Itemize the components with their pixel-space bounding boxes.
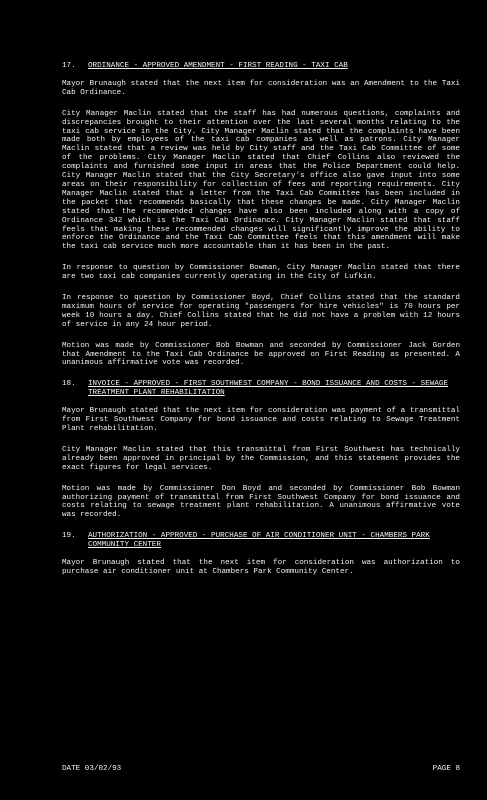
section-title: ORDINANCE - APPROVED AMENDMENT - FIRST READING - TAXI CAB — [88, 62, 348, 70]
section-number: 19. — [62, 532, 76, 541]
paragraph: In response to question by Commissioner Boyd, Chief Collins stated that the standard maximum hours of service for operating "passengers for hire vehicles" is 70 hours per week 10 hours a day. Chief Collins stated that he did not have a problem with 12 hours of service in any 24 hour period. — [62, 294, 460, 329]
paragraph: Mayor Brunaugh stated that the next item for consideration was payment of a transmittal from First Southwest Company for bond issuance and costs relating to Sewage Treatment Plant rehabilitation. — [62, 407, 460, 433]
paragraph: Motion was made by Commissioner Don Boyd and seconded by Commissioner Bob Bowman authorizing payment of transmittal from First Southwest Company for bond issuance and costs relating to sewage treatment plant rehabilitation. A unanimous affirmative vote was recorded. — [62, 484, 460, 520]
section-heading — [62, 532, 460, 550]
section-heading — [62, 62, 460, 71]
paragraph: In response to question by Commissioner Bowman, City Manager Maclin stated that there are two taxi cab companies currently operating in the City of Lufkin. — [62, 264, 460, 282]
paragraph: City Manager Maclin stated that this transmittal from First Southwest has technically already been approved in principal by the Commission, and this statement provides the exact figures for legal services. — [62, 445, 460, 472]
section-title: AUTHORIZATION - APPROVED - PURCHASE OF AIR CONDITIONER UNIT - CHAMBERS PARK COMMUNITY CENTER — [88, 532, 430, 550]
paragraph: Motion was made by Commissioner Bob Bowman and seconded by Commissioner Jack Gorden that Amendment to the Taxi Cab Ordinance be approved on First Reading as presented. A unanimous affirmative vote was recorded. — [62, 341, 460, 368]
section-number: 17. — [62, 62, 76, 70]
paragraph: Mayor Brunaugh stated that the next item for consideration was an Amendment to the Taxi Cab Ordinance. — [62, 79, 460, 97]
footer-page-number: PAGE 8 — [432, 765, 460, 773]
page-footer — [62, 765, 460, 774]
paragraph: City Manager Maclin stated that the staff has had numerous questions, complaints and discrepancies brought to their attention over the last several months relating to the taxi cab service in the City. City Manager Maclin stated that the complaints have been made both by employees of the taxi cab companies as well as patrons. City Manager Maclin stated that a review was held by City staff and the Taxi Cab Committee of some of the problems. City Manager Maclin stated that Chief Collins also reviewed the complaints and furnished some input in areas that the Police Department could help. City Manager Maclin stated that the City Secretary's office also gave input into some areas on their responsibility for collection of fees and reporting requirements. City Manager Maclin stated that a letter from the Taxi Cab Committee has been included in the packet that recommends basically that these changes be made. City Manager Maclin stated that the recommended changes have also been included along with a copy of Ordinance 342 which is the Taxi Cab Ordinance. City Manager Maclin stated that staff feels that making these recommended changes will significantly improve the ability to enforce the Ordinance and the Taxi Cab Committee feels that this amendment will make the taxi cab service much more accountable than it has been in the past. — [62, 109, 460, 252]
section-title: INVOICE - APPROVED - FIRST SOUTHWEST COMPANY - BOND ISSUANCE AND COSTS - SEWAGE TREATMENT PLANT REHABILITATION — [88, 380, 449, 398]
section-heading — [62, 380, 460, 398]
footer-date: DATE 03/02/93 — [62, 765, 122, 773]
section-number: 18. — [62, 380, 76, 389]
page-content — [62, 62, 460, 589]
paragraph: Mayor Brunaugh stated that the next item for consideration was authorization to purchase air conditioner unit at Chambers Park Community Center. — [62, 559, 460, 576]
